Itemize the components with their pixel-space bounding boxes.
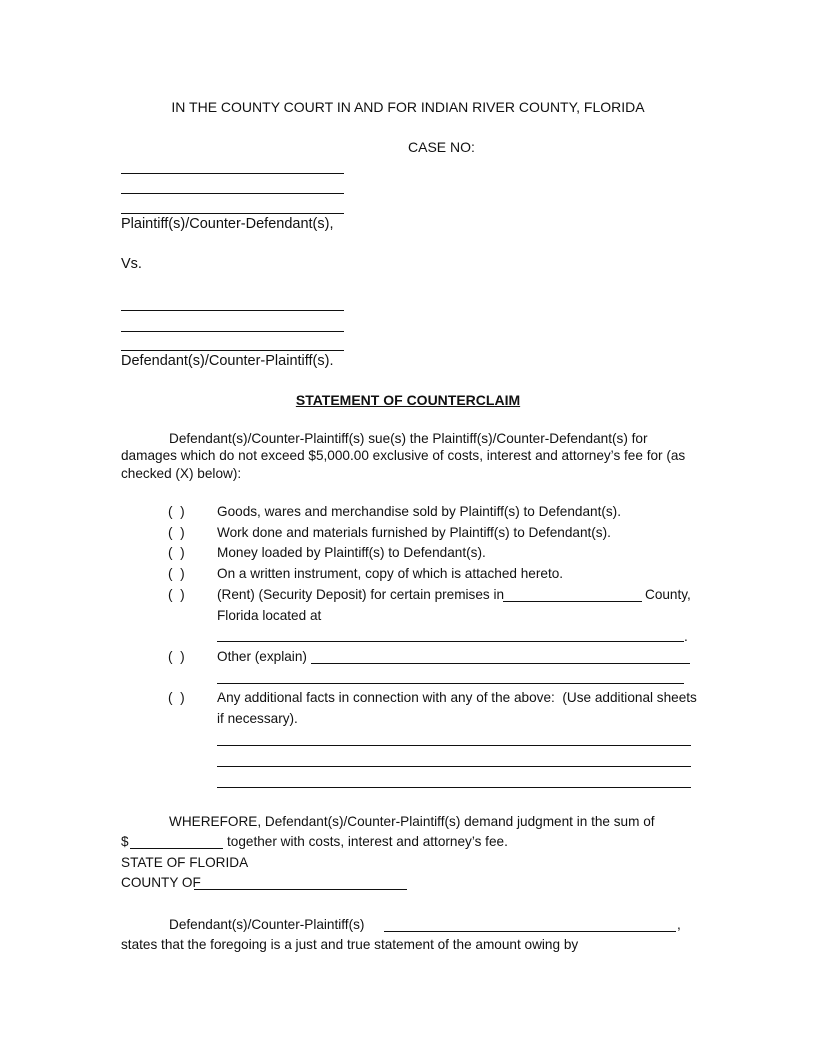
wherefore-dollar-sign: $ (121, 834, 129, 849)
rent-location-field[interactable] (217, 641, 684, 642)
additional-facts-field-3[interactable] (217, 787, 691, 788)
item-rent-label: (Rent) (Security Deposit) for certain premises in (217, 587, 505, 602)
checkbox-work[interactable]: ( ) (168, 525, 185, 540)
rent-county-field[interactable] (503, 601, 642, 602)
checkbox-instrument[interactable]: ( ) (168, 566, 185, 581)
checkbox-additional-facts[interactable]: ( ) (168, 690, 185, 705)
affidavit-line-1: Defendant(s)/Counter-Plaintiff(s) (169, 917, 365, 932)
defendant-name-field-2[interactable] (121, 331, 344, 332)
wherefore-line-1: WHEREFORE, Defendant(s)/Counter-Plaintiff(s) demand judgment in the sum of (169, 814, 655, 829)
county-field[interactable] (194, 889, 407, 890)
rent-county-suffix: County, (645, 587, 691, 602)
intro-line-2: damages which do not exceed $5,000.00 exclusive of costs, interest and attorney’s fee for (as (121, 448, 686, 463)
judgment-amount-field[interactable] (130, 848, 223, 849)
county-label: COUNTY OF (121, 875, 201, 890)
court-title: IN THE COUNTY COURT IN AND FOR INDIAN RIVER COUNTY, FLORIDA (171, 99, 645, 115)
item-work-label: Work done and materials furnished by Plaintiff(s) to Defendant(s). (217, 525, 611, 540)
item-additional-facts-note: if necessary). (217, 711, 298, 726)
wherefore-line-2: together with costs, interest and attorney’s fee. (227, 834, 508, 849)
versus-label: Vs. (121, 256, 142, 272)
plaintiff-name-field-3[interactable] (121, 213, 344, 214)
checkbox-money[interactable]: ( ) (168, 545, 185, 560)
checkbox-other[interactable]: ( ) (168, 649, 185, 664)
other-explain-field-1[interactable] (311, 663, 690, 664)
checkbox-rent[interactable]: ( ) (168, 587, 185, 602)
rent-location-label: Florida located at (217, 608, 322, 623)
item-additional-facts-label: Any additional facts in connection with any of the above: (Use additional sheets (217, 690, 697, 705)
plaintiff-name-field-1[interactable] (121, 173, 344, 174)
state-label: STATE OF FLORIDA (121, 855, 249, 870)
defendant-name-field-1[interactable] (121, 310, 344, 311)
other-explain-field-2[interactable] (217, 683, 684, 684)
additional-facts-field-2[interactable] (217, 766, 691, 767)
affiant-name-field[interactable] (384, 931, 676, 932)
plaintiff-name-field-2[interactable] (121, 193, 344, 194)
rent-location-period: . (684, 629, 688, 644)
defendant-name-field-3[interactable] (121, 350, 344, 351)
defendant-label: Defendant(s)/Counter-Plaintiff(s). (121, 353, 334, 369)
checkbox-goods[interactable]: ( ) (168, 504, 185, 519)
plaintiff-label: Plaintiff(s)/Counter-Defendant(s), (121, 216, 334, 232)
affidavit-comma: , (677, 917, 681, 932)
intro-line-3: checked (X) below): (121, 466, 242, 481)
item-instrument-label: On a written instrument, copy of which is attached hereto. (217, 566, 564, 581)
additional-facts-field-1[interactable] (217, 745, 691, 746)
item-goods-label: Goods, wares and merchandise sold by Plaintiff(s) to Defendant(s). (217, 504, 621, 519)
affidavit-line-2: states that the foregoing is a just and true statement of the amount owing by (121, 937, 579, 952)
item-other-label: Other (explain) (217, 649, 307, 664)
case-number-label: CASE NO: (408, 139, 475, 155)
intro-line-1: Defendant(s)/Counter-Plaintiff(s) sue(s) the Plaintiff(s)/Counter-Defendant(s) for (169, 431, 648, 446)
document-heading: STATEMENT OF COUNTERCLAIM (295, 392, 521, 408)
item-money-label: Money loaded by Plaintiff(s) to Defendant(s). (217, 545, 486, 560)
